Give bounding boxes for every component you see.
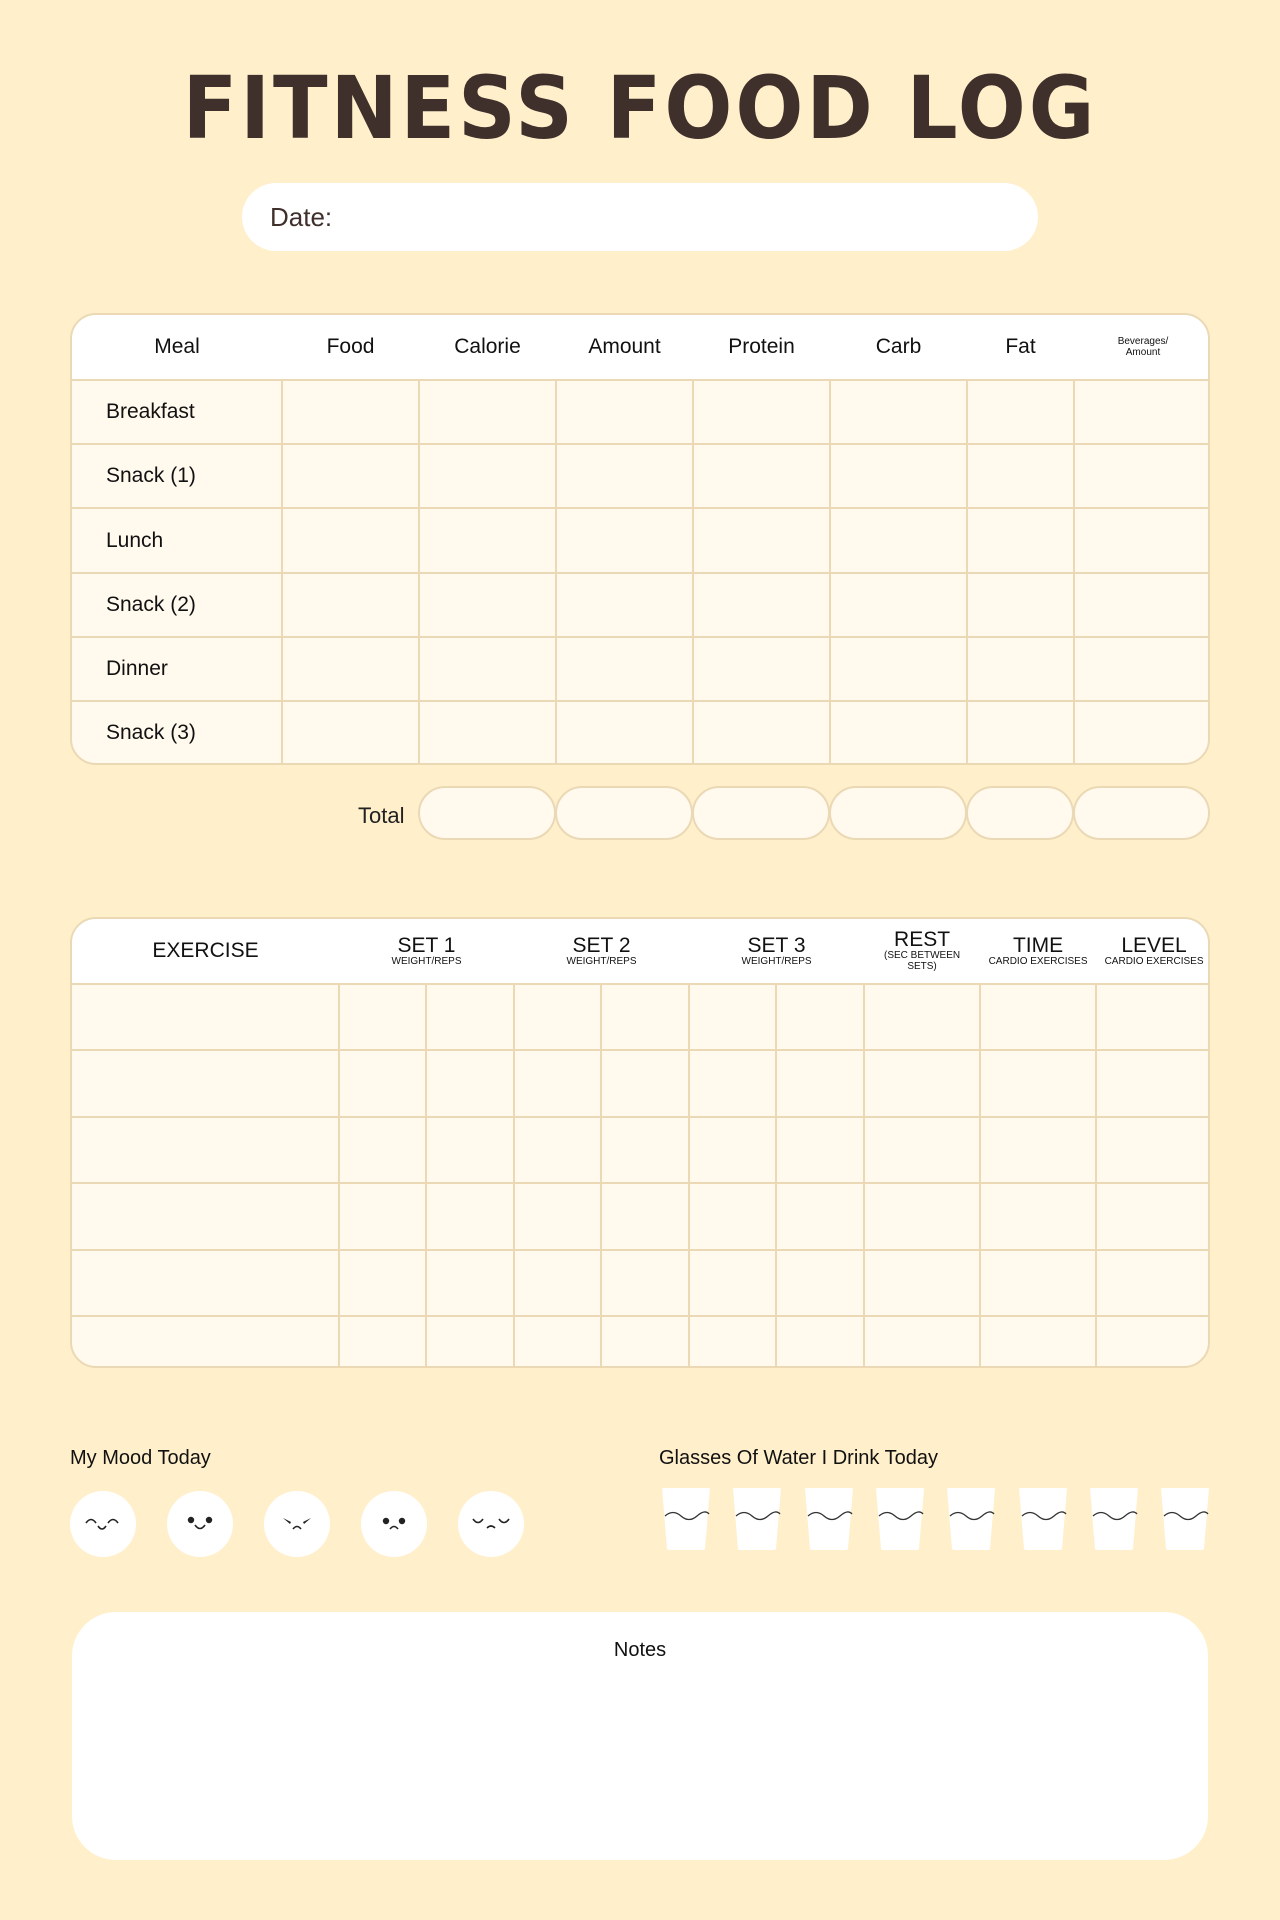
smile-face-icon[interactable] xyxy=(167,1491,233,1557)
date-label: Date: xyxy=(270,201,333,232)
exercise-entry-cell[interactable] xyxy=(601,1316,689,1366)
level-sub: CARDIO EXERCISES xyxy=(1104,955,1204,967)
exercise-entry-cell[interactable] xyxy=(426,984,514,1050)
exercise-name-cell[interactable] xyxy=(72,1183,339,1249)
food-entry-cell[interactable] xyxy=(556,508,693,572)
exercise-entry-cell[interactable] xyxy=(864,984,980,1050)
food-entry-cell[interactable] xyxy=(693,573,830,637)
header-set1 xyxy=(339,919,514,984)
exercise-name-cell[interactable] xyxy=(72,1050,339,1116)
exercise-entry-cell[interactable] xyxy=(426,1050,514,1116)
exercise-entry-cell[interactable] xyxy=(1096,1316,1210,1366)
exercise-row xyxy=(72,1250,1210,1316)
header-amount: Amount xyxy=(556,315,693,380)
header-carb: Carb xyxy=(830,315,967,380)
exercise-entry-cell[interactable] xyxy=(601,1117,689,1183)
set2-sub: WEIGHT/REPS xyxy=(566,955,637,967)
exercise-entry-cell[interactable] xyxy=(601,984,689,1050)
total-label: Total xyxy=(358,803,405,828)
level-label: LEVEL xyxy=(1121,933,1187,957)
exercise-entry-cell[interactable] xyxy=(864,1117,980,1183)
rest-sub: (SEC BETWEEN SETS) xyxy=(883,950,961,972)
food-entry-cell[interactable] xyxy=(830,637,967,701)
food-entry-cell[interactable] xyxy=(1074,701,1210,763)
exercise-entry-cell[interactable] xyxy=(776,1316,864,1366)
food-entry-cell[interactable] xyxy=(282,508,419,572)
sleepy-face-icon[interactable] xyxy=(458,1491,524,1557)
rest-label: REST xyxy=(894,928,951,951)
exercise-entry-cell[interactable] xyxy=(980,1316,1096,1366)
meal-row xyxy=(72,444,1210,508)
total-amount-field[interactable] xyxy=(555,786,693,840)
exercise-name-cell[interactable] xyxy=(72,1117,339,1183)
exercise-entry-cell[interactable] xyxy=(864,1316,980,1366)
water-glass-icon[interactable] xyxy=(875,1487,925,1556)
exercise-name-cell[interactable] xyxy=(72,1316,339,1366)
header-set3 xyxy=(689,919,864,984)
exercise-entry-cell[interactable] xyxy=(980,1050,1096,1116)
exercise-entry-cell[interactable] xyxy=(514,1316,601,1366)
meal-label: Lunch xyxy=(72,508,282,572)
exercise-table xyxy=(70,917,1210,1368)
exercise-entry-cell[interactable] xyxy=(864,1183,980,1249)
food-entry-cell[interactable] xyxy=(830,508,967,572)
food-entry-cell[interactable] xyxy=(419,508,556,572)
exercise-entry-cell[interactable] xyxy=(514,1250,601,1316)
exercise-name-cell[interactable] xyxy=(72,984,339,1050)
exercise-entry-cell[interactable] xyxy=(426,1316,514,1366)
exercise-entry-cell[interactable] xyxy=(980,1117,1096,1183)
exercise-entry-cell[interactable] xyxy=(514,984,601,1050)
header-level xyxy=(1096,919,1210,984)
exercise-entry-cell[interactable] xyxy=(980,1250,1096,1316)
exercise-entry-cell[interactable] xyxy=(689,1316,776,1366)
total-protein-field[interactable] xyxy=(692,786,830,840)
page-title: FITNESS FOOD LOG xyxy=(182,58,1098,159)
exercise-entry-cell[interactable] xyxy=(426,1117,514,1183)
header-rest xyxy=(864,919,980,984)
food-entry-cell[interactable] xyxy=(830,573,967,637)
exercise-row xyxy=(72,1316,1210,1366)
exercise-entry-cell[interactable] xyxy=(980,984,1096,1050)
water-glass-icon[interactable] xyxy=(1089,1487,1139,1556)
food-entry-cell[interactable] xyxy=(556,380,693,444)
exercise-entry-cell[interactable] xyxy=(601,1250,689,1316)
food-entry-cell[interactable] xyxy=(1074,444,1210,508)
exercise-entry-cell[interactable] xyxy=(1096,1250,1210,1316)
food-entry-cell[interactable] xyxy=(556,701,693,763)
food-entry-cell[interactable] xyxy=(282,637,419,701)
exercise-entry-cell[interactable] xyxy=(864,1250,980,1316)
meal-row xyxy=(72,380,1210,444)
food-entry-cell[interactable] xyxy=(282,380,419,444)
header-calorie: Calorie xyxy=(419,315,556,380)
meal-row xyxy=(72,573,1210,637)
meal-row xyxy=(72,508,1210,572)
water-label: Glasses Of Water I Drink Today xyxy=(659,1447,938,1469)
set2-label: SET 2 xyxy=(572,933,631,957)
set3-sub: WEIGHT/REPS xyxy=(741,955,812,967)
exercise-entry-cell[interactable] xyxy=(339,984,426,1050)
water-glass-icon[interactable] xyxy=(946,1487,996,1556)
exercise-name-cell[interactable] xyxy=(72,1250,339,1316)
food-entry-cell[interactable] xyxy=(282,573,419,637)
food-entry-cell[interactable] xyxy=(830,444,967,508)
total-fat-field[interactable] xyxy=(966,786,1074,840)
food-entry-cell[interactable] xyxy=(556,637,693,701)
exercise-entry-cell[interactable] xyxy=(339,1183,426,1249)
food-log-table xyxy=(70,313,1210,765)
water-glass-icon[interactable] xyxy=(1018,1487,1068,1556)
exercise-entry-cell[interactable] xyxy=(689,984,776,1050)
exercise-entry-cell[interactable] xyxy=(980,1183,1096,1249)
exercise-entry-cell[interactable] xyxy=(1096,1050,1210,1116)
notes-area[interactable] xyxy=(72,1612,1208,1860)
food-entry-cell[interactable] xyxy=(967,508,1074,572)
exercise-row xyxy=(72,984,1210,1050)
food-entry-cell[interactable] xyxy=(419,444,556,508)
food-entry-cell[interactable] xyxy=(830,380,967,444)
exercise-entry-cell[interactable] xyxy=(339,1250,426,1316)
food-entry-cell[interactable] xyxy=(967,380,1074,444)
exercise-entry-cell[interactable] xyxy=(689,1183,776,1249)
exercise-entry-cell[interactable] xyxy=(1096,1117,1210,1183)
exercise-entry-cell[interactable] xyxy=(514,1117,601,1183)
meal-label: Dinner xyxy=(72,637,282,701)
food-entry-cell[interactable] xyxy=(967,573,1074,637)
date-field[interactable] xyxy=(242,183,1038,251)
mood-label: My Mood Today xyxy=(70,1447,211,1469)
food-entry-cell[interactable] xyxy=(1074,637,1210,701)
total-carb-field[interactable] xyxy=(829,786,967,840)
exercise-entry-cell[interactable] xyxy=(689,1050,776,1116)
time-label: TIME xyxy=(1012,933,1064,957)
notes-label: Notes xyxy=(613,1639,667,1661)
food-entry-cell[interactable] xyxy=(693,444,830,508)
set1-sub: WEIGHT/REPS xyxy=(391,955,462,967)
water-glass-icon[interactable] xyxy=(1160,1487,1210,1556)
food-entry-cell[interactable] xyxy=(967,637,1074,701)
exercise-entry-cell[interactable] xyxy=(339,1050,426,1116)
food-entry-cell[interactable] xyxy=(1074,573,1210,637)
header-protein: Protein xyxy=(693,315,830,380)
exercise-entry-cell[interactable] xyxy=(1096,1183,1210,1249)
exercise-row xyxy=(72,1117,1210,1183)
exercise-entry-cell[interactable] xyxy=(426,1250,514,1316)
food-entry-cell[interactable] xyxy=(419,380,556,444)
exercise-entry-cell[interactable] xyxy=(601,1050,689,1116)
meal-label: Snack (1) xyxy=(72,444,282,508)
food-entry-cell[interactable] xyxy=(556,444,693,508)
exercise-entry-cell[interactable] xyxy=(1096,984,1210,1050)
sad-face-icon[interactable] xyxy=(361,1491,427,1557)
food-entry-cell[interactable] xyxy=(693,380,830,444)
meal-label: Breakfast xyxy=(72,380,282,444)
header-meal: Meal xyxy=(72,315,282,380)
food-entry-cell[interactable] xyxy=(419,701,556,763)
exercise-entry-cell[interactable] xyxy=(776,1050,864,1116)
happy-face-icon[interactable] xyxy=(70,1491,136,1557)
exercise-row xyxy=(72,1050,1210,1116)
food-entry-cell[interactable] xyxy=(419,573,556,637)
exercise-entry-cell[interactable] xyxy=(514,1050,601,1116)
exercise-entry-cell[interactable] xyxy=(339,1117,426,1183)
meal-row xyxy=(72,637,1210,701)
exercise-entry-cell[interactable] xyxy=(689,1117,776,1183)
food-entry-cell[interactable] xyxy=(967,444,1074,508)
time-sub: CARDIO EXERCISES xyxy=(988,955,1088,967)
total-calorie-field[interactable] xyxy=(418,786,556,840)
exercise-row xyxy=(72,1183,1210,1249)
water-glass-icon[interactable] xyxy=(661,1487,711,1556)
food-entry-cell[interactable] xyxy=(282,701,419,763)
water-glass-icon[interactable] xyxy=(804,1487,854,1556)
header-fat: Fat xyxy=(967,315,1074,380)
exercise-entry-cell[interactable] xyxy=(426,1183,514,1249)
exercise-entry-cell[interactable] xyxy=(339,1316,426,1366)
exercise-entry-cell[interactable] xyxy=(776,1117,864,1183)
angry-face-icon[interactable] xyxy=(264,1491,330,1557)
exercise-entry-cell[interactable] xyxy=(776,1250,864,1316)
header-exercise: EXERCISE xyxy=(72,919,339,984)
meal-label: Snack (2) xyxy=(72,573,282,637)
meal-row xyxy=(72,701,1210,763)
food-entry-cell[interactable] xyxy=(830,701,967,763)
food-entry-cell[interactable] xyxy=(419,637,556,701)
exercise-entry-cell[interactable] xyxy=(689,1250,776,1316)
header-beverages-label: Beverages/ Amount xyxy=(1117,336,1169,358)
food-entry-cell[interactable] xyxy=(556,573,693,637)
set3-label: SET 3 xyxy=(747,933,806,957)
header-set2 xyxy=(514,919,689,984)
food-entry-cell[interactable] xyxy=(693,637,830,701)
exercise-entry-cell[interactable] xyxy=(776,984,864,1050)
exercise-entry-cell[interactable] xyxy=(864,1050,980,1116)
exercise-entry-cell[interactable] xyxy=(514,1183,601,1249)
food-entry-cell[interactable] xyxy=(282,444,419,508)
water-glass-icon[interactable] xyxy=(732,1487,782,1556)
set1-label: SET 1 xyxy=(397,933,456,957)
food-entry-cell[interactable] xyxy=(1074,380,1210,444)
header-time xyxy=(980,919,1096,984)
food-entry-cell[interactable] xyxy=(1074,508,1210,572)
exercise-entry-cell[interactable] xyxy=(601,1183,689,1249)
food-entry-cell[interactable] xyxy=(693,701,830,763)
exercise-entry-cell[interactable] xyxy=(776,1183,864,1249)
food-entry-cell[interactable] xyxy=(967,701,1074,763)
meal-label: Snack (3) xyxy=(72,701,282,763)
header-food: Food xyxy=(282,315,419,380)
food-entry-cell[interactable] xyxy=(693,508,830,572)
header-beverages xyxy=(1074,315,1210,380)
total-beverages-field[interactable] xyxy=(1073,786,1210,840)
